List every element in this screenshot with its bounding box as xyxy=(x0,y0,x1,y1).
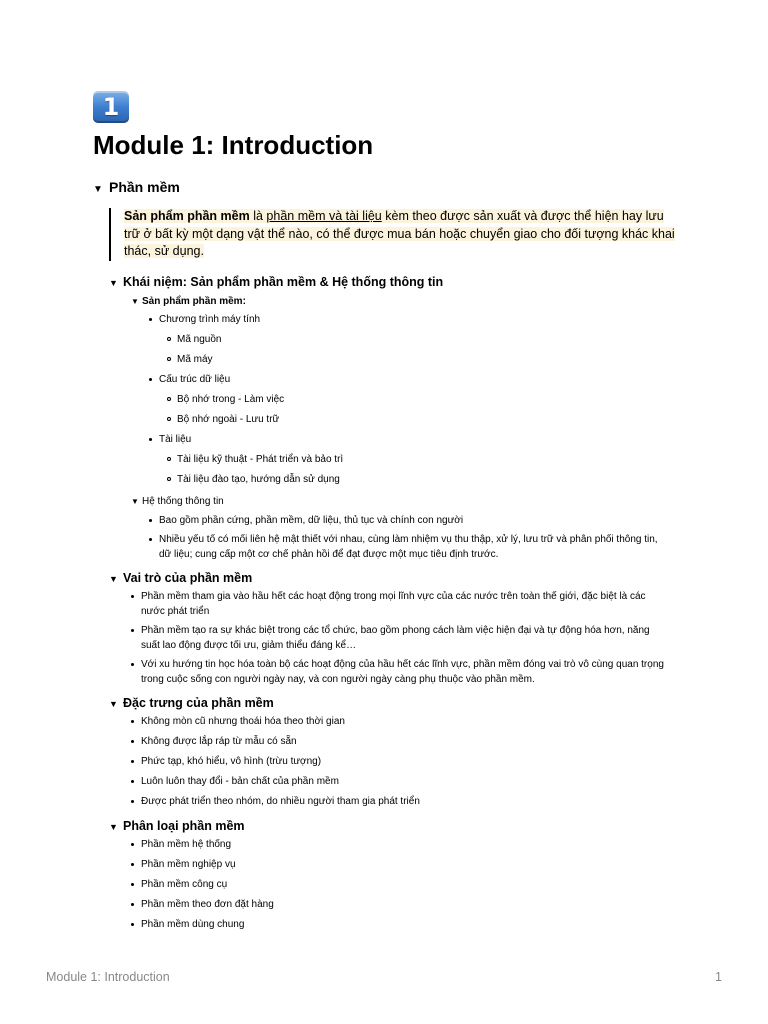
list-item-text: Tài liệu đào tạo, hướng dẫn sử dụng xyxy=(177,473,340,485)
list-item-text: Nhiều yếu tố có mối liên hệ mật thiết với nhau, cùng làm nhiệm vụ thu thập, xử lý, lưu trữ và phân phối thông tin, dữ liệu; cung cấp một cơ chế phản hồi để đạt được một mục tiêu định trước. xyxy=(159,533,658,560)
list-item xyxy=(177,332,683,352)
dac-trung-list xyxy=(141,714,683,814)
httt-list xyxy=(159,513,669,568)
quote-text-part: là xyxy=(249,209,267,223)
list-item-text: Được phát triển theo nhóm, do nhiều người tham gia phát triển xyxy=(141,795,420,807)
sublist xyxy=(177,332,683,372)
toggle-triangle-icon[interactable]: ▼ xyxy=(109,277,118,288)
quote-underlined-term: phần mềm và tài liệu xyxy=(266,209,382,223)
list-item-text: Phần mềm dùng chung xyxy=(141,918,245,930)
list-item-text: Không mòn cũ nhưng thoái hóa theo thời gian xyxy=(141,715,345,727)
toggle-triangle-icon[interactable]: ▼ xyxy=(131,296,139,306)
list-item xyxy=(159,372,683,392)
list-item-text: Mã nguồn xyxy=(177,333,222,345)
list-item-text: Bộ nhớ ngoài - Lưu trữ xyxy=(177,413,280,425)
list-item-text: Phần mềm tham gia vào hầu hết các hoạt động trong mọi lĩnh vực của các nước trên toàn thế giới, đặc biệt là các nước phát triển xyxy=(141,590,646,617)
list-item xyxy=(141,589,669,623)
sublist-container xyxy=(159,392,683,432)
list-item xyxy=(141,917,683,937)
list-item xyxy=(177,352,683,372)
list-item xyxy=(141,877,683,897)
toggle-dac-trung[interactable] xyxy=(109,693,683,713)
list-item-text: Phần mềm tạo ra sự khác biệt trong các tổ chức, bao gồm phong cách làm việc hiện đại và tự động hóa hơn, năng suất lao động được tối ưu, giảm thiểu đáng kể… xyxy=(141,624,650,651)
toggle-san-pham-phan-mem[interactable] xyxy=(131,292,683,312)
phan-mem-children xyxy=(109,272,683,937)
list-item-text: Luôn luôn thay đổi - bản chất của phần mềm xyxy=(141,775,339,787)
list-item xyxy=(177,452,683,472)
toggle-heading: Khái niệm: Sản phẩm phần mềm & Hệ thống thông tin xyxy=(123,274,444,289)
khai-niem-children xyxy=(131,292,683,568)
list-item-text: Bộ nhớ trong - Làm việc xyxy=(177,393,285,405)
list-item-text: Bao gồm phần cứng, phần mềm, dữ liệu, thủ tục và chính con người xyxy=(159,514,464,526)
vai-tro-list xyxy=(141,589,669,691)
list-item-text: Tài liệu xyxy=(159,433,192,445)
list-item xyxy=(141,897,683,917)
list-item xyxy=(141,714,683,734)
list-item xyxy=(141,794,683,814)
keycap-digit-one-icon: 1 xyxy=(93,91,129,123)
sublist-container xyxy=(159,332,683,372)
toggle-triangle-icon[interactable]: ▼ xyxy=(109,698,118,709)
toggle-triangle-icon[interactable]: ▼ xyxy=(109,573,118,584)
list-item xyxy=(141,837,683,857)
list-item xyxy=(141,754,683,774)
list-item-text: Tài liệu kỹ thuật - Phát triển và bảo trì xyxy=(177,453,344,465)
list-item-text: Phần mềm công cụ xyxy=(141,878,228,890)
sublist xyxy=(177,452,683,492)
toggle-triangle-icon[interactable]: ▼ xyxy=(131,496,139,506)
list-item-text: Phần mềm hệ thống xyxy=(141,838,232,850)
list-item xyxy=(177,392,683,412)
toggle-heading: Hệ thống thông tin xyxy=(142,495,224,507)
toggle-he-thong-thong-tin[interactable] xyxy=(131,492,683,512)
footer-title: Module 1: Introduction xyxy=(46,970,170,984)
sublist xyxy=(177,392,683,432)
list-item-text: Chương trình máy tính xyxy=(159,313,261,325)
list-item-text: Phức tạp, khó hiểu, vô hình (trừu tượng) xyxy=(141,755,322,767)
list-item xyxy=(141,774,683,794)
list-item xyxy=(141,734,683,754)
list-item xyxy=(141,857,683,877)
toggle-heading: Sản phẩm phần mềm: xyxy=(142,295,246,307)
quote-bold-term: Sản phẩm phần mềm xyxy=(124,209,250,223)
toggle-khai-niem[interactable] xyxy=(109,272,683,292)
list-item xyxy=(159,532,669,568)
list-item-text: Phần mềm nghiệp vụ xyxy=(141,858,236,870)
list-item-text: Phần mềm theo đơn đặt hàng xyxy=(141,898,274,910)
toggle-phan-loai[interactable] xyxy=(109,816,683,836)
toggle-phan-mem[interactable] xyxy=(93,176,683,198)
sublist-container xyxy=(159,452,683,492)
spm-list xyxy=(159,312,683,492)
list-item xyxy=(159,513,669,532)
list-item xyxy=(159,432,683,452)
phan-loai-list xyxy=(141,837,683,937)
list-item xyxy=(141,657,669,691)
page-content xyxy=(93,176,683,937)
page-number: 1 xyxy=(715,970,722,984)
toggle-triangle-icon[interactable]: ▼ xyxy=(93,184,103,195)
list-item-text: Mã máy xyxy=(177,353,213,365)
toggle-triangle-icon[interactable]: ▼ xyxy=(109,821,118,832)
list-item xyxy=(159,312,683,332)
list-item xyxy=(177,412,683,432)
list-item xyxy=(141,623,669,657)
toggle-heading: Phân loại phần mềm xyxy=(123,818,245,833)
list-item-text: Không được lắp ráp từ mẫu có sẵn xyxy=(141,735,297,747)
toggle-heading: Đặc trưng của phần mềm xyxy=(123,695,274,710)
list-item xyxy=(177,472,683,492)
toggle-heading: Phần mềm xyxy=(109,179,180,195)
toggle-vai-tro[interactable] xyxy=(109,568,683,588)
list-item-text: Với xu hướng tin học hóa toàn bộ các hoạt động của hầu hết các lĩnh vực, phần mềm đóng vai trò vô cùng quan trọng trong cuộc sống con người ngày nay, và con người ngày càng phụ thuộc vào phần mềm. xyxy=(141,658,664,685)
quote-text-part: kèm theo được sản xuất và được thể hiện hay lưu trữ ở bất kỳ một dạng vật thể nào, có thể được mua bán hoặc chuyển giao cho đối tượng khác khai thác, sử dụng. xyxy=(124,209,675,258)
page-title: Module 1: Introduction xyxy=(93,130,374,160)
toggle-heading: Vai trò của phần mềm xyxy=(123,570,253,585)
list-item-text: Cấu trúc dữ liệu xyxy=(159,373,231,385)
definition-quote xyxy=(109,208,683,261)
quote-text xyxy=(124,209,675,258)
